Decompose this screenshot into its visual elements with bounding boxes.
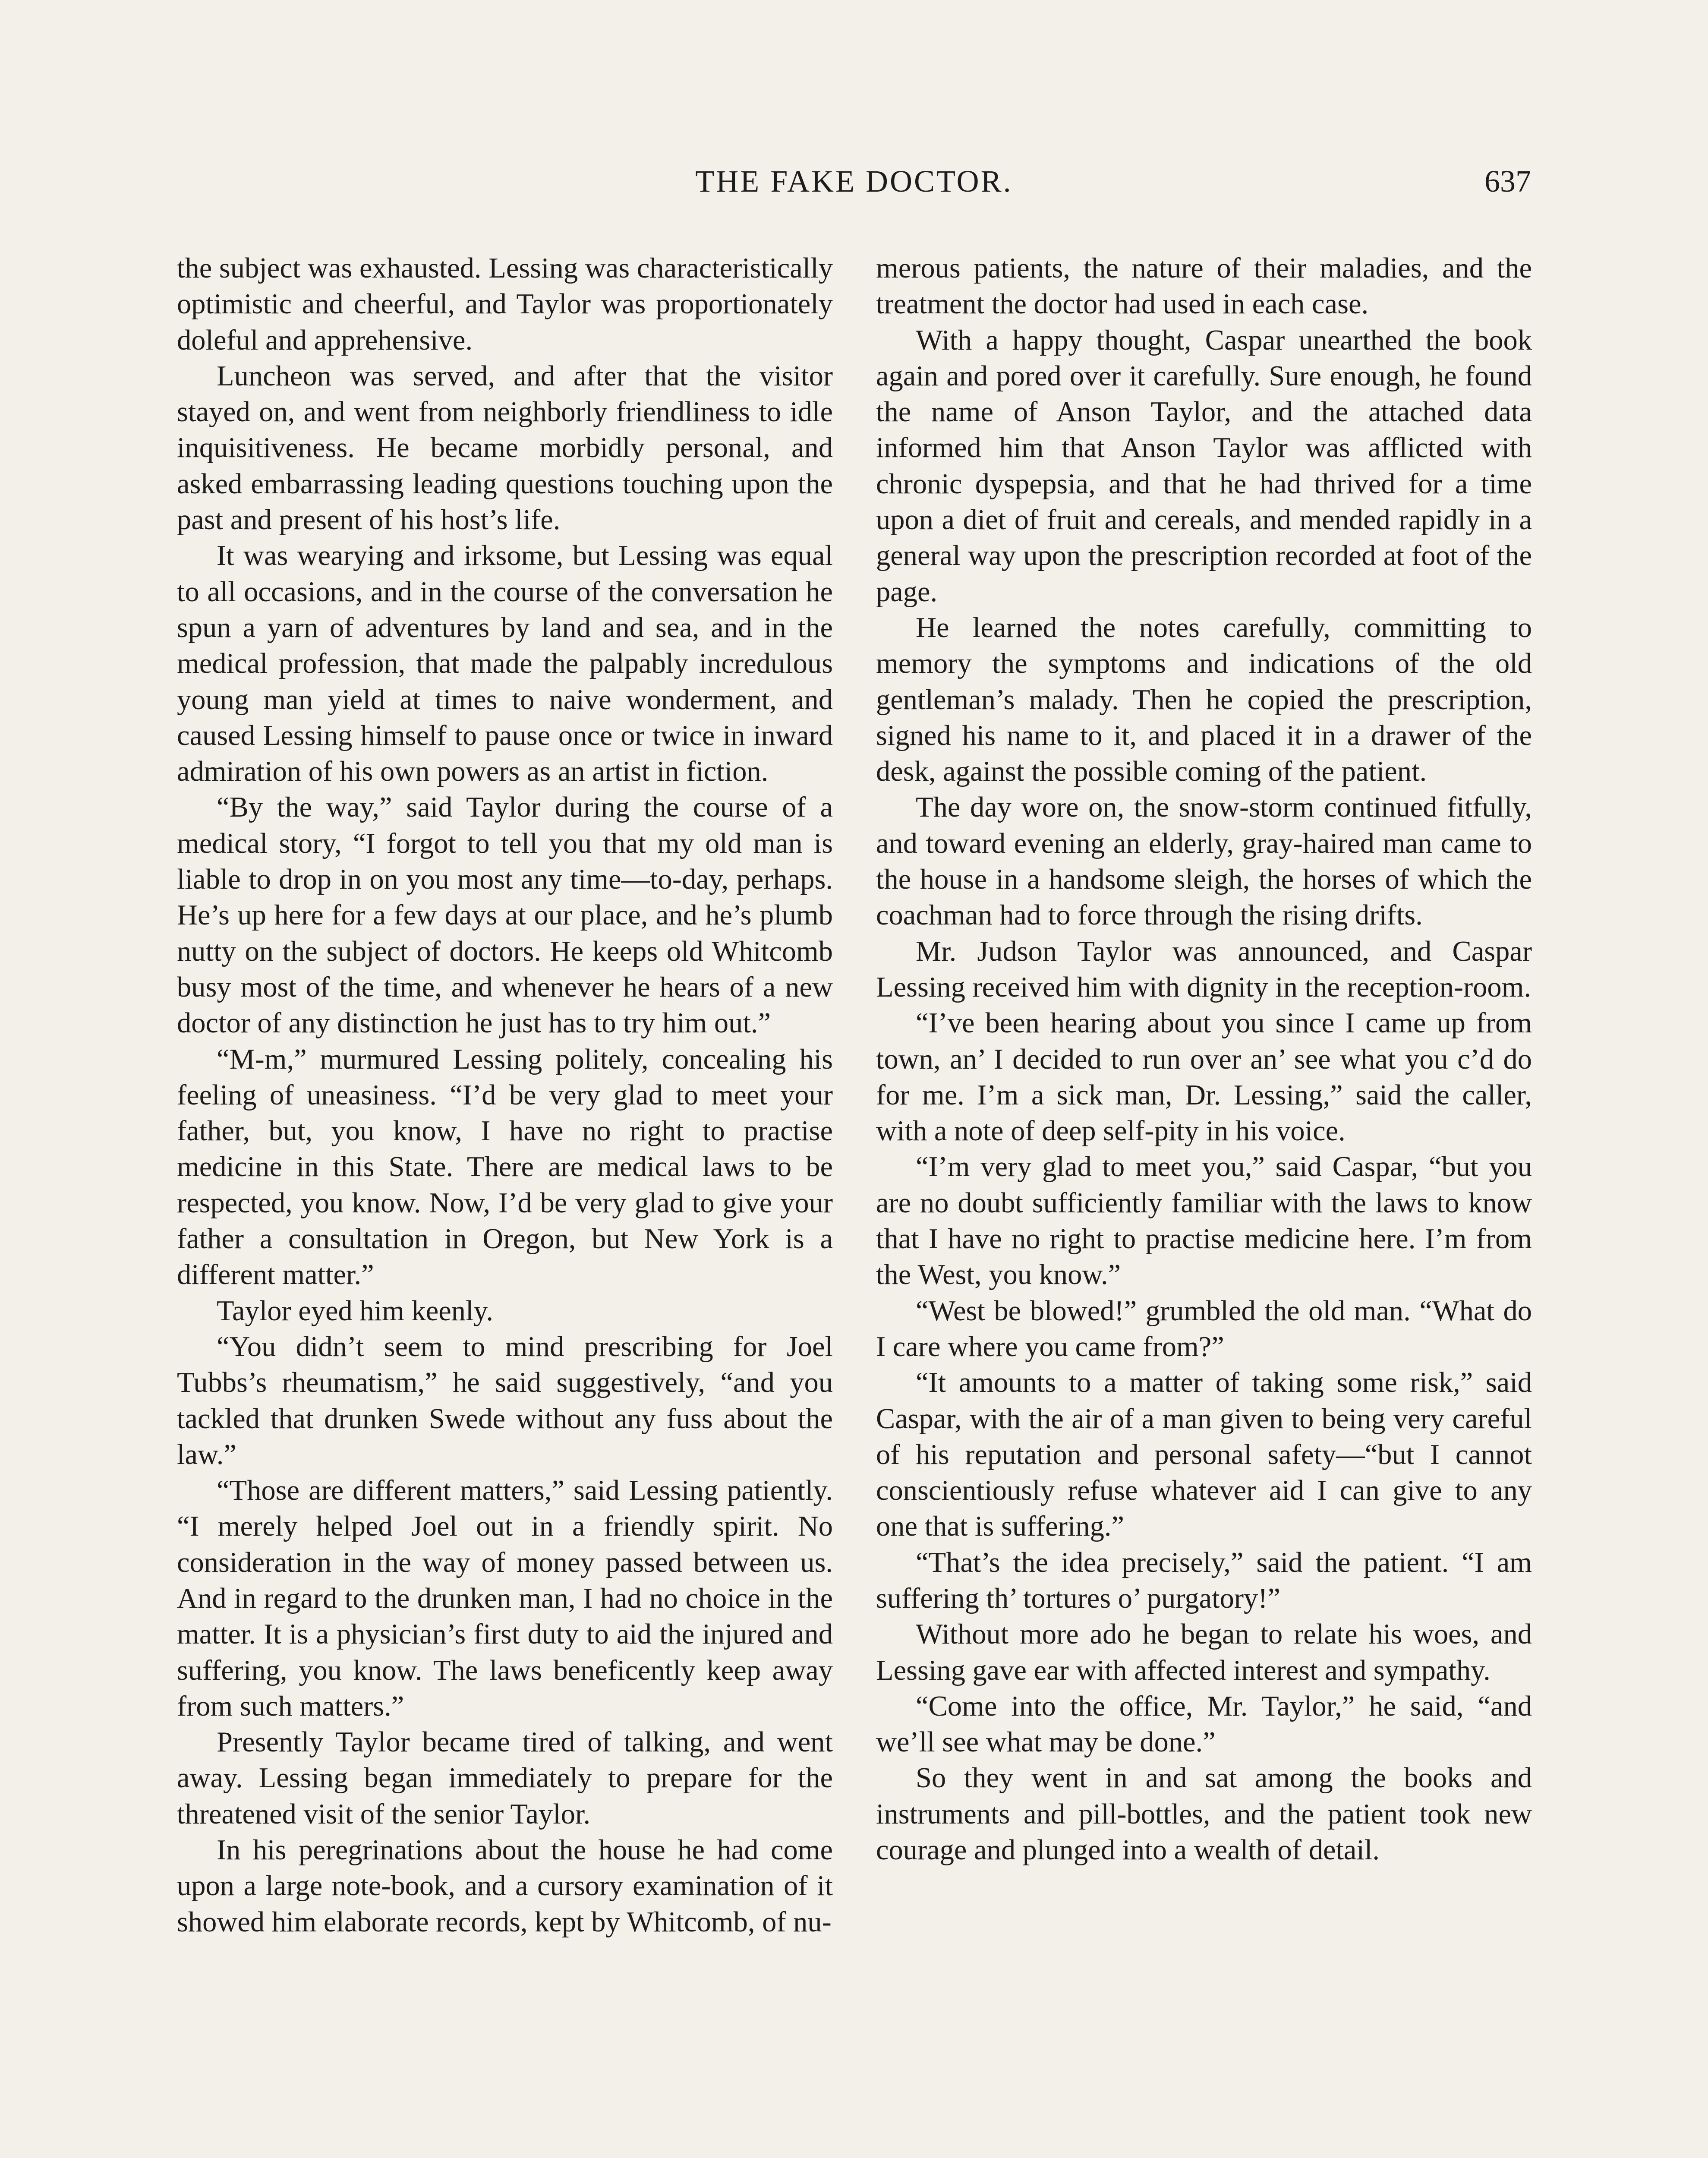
paragraph: “Those are different matters,” said Lessing patiently. “I merely helped Joel out in a friendly spirit. No consideration in the way of money passed between us. And in regard to the drunken man, I had no choice in the matter. It is a physician’s first duty to aid the injured and suffering, you know. The laws beneficently keep away from such matters.” bbox=[177, 1475, 833, 1722]
page-number: 637 bbox=[1484, 164, 1531, 199]
paragraph: “Come into the office, Mr. Taylor,” he said, “and we’ll see what may be done.” bbox=[876, 1690, 1532, 1758]
paragraph: It was wearying and irksome, but Lessing was equal to all occasions, and in the course of the conversation he spun a yarn of adventures by land and sea, and in the medical profession, that made the palpably incredulous young man yield at times to naive wonderment, and caused Lessing himself to pause once or twice in inward admiration of his own powers as an artist in fiction. bbox=[177, 540, 833, 788]
paragraph: “I’ve been hearing about you since I came up from town, an’ I decided to run over an’ see what you c’d do for me. I’m a sick man, Dr. Lessing,” said the caller, with a note of deep self-pity in his voice. bbox=[876, 1007, 1532, 1147]
paragraph: Presently Taylor became tired of talking, and went away. Lessing began immediately to prepare for the threatened visit of the senior Taylor. bbox=[177, 1726, 833, 1830]
paragraph: “That’s the idea precisely,” said the patient. “I am suffering th’ tortures o’ purgatory!” bbox=[876, 1546, 1532, 1614]
paragraph: Without more ado he began to relate his woes, and Lessing gave ear with affected interest and sympathy. bbox=[876, 1618, 1532, 1686]
paragraph: “West be blowed!” grumbled the old man. “What do I care where you came from?” bbox=[876, 1295, 1532, 1363]
paragraph: The day wore on, the snow-storm continued fitfully, and toward evening an elderly, gray-haired man came to the house in a handsome sleigh, the horses of which the coachman had to force through the rising drifts. bbox=[876, 792, 1532, 931]
paragraph: In his peregrinations about the house he had come upon a large note-book, and a cursory examination of it showed him elaborate records, kept by Whitcomb, of nu- bbox=[177, 1834, 833, 1938]
paragraph: “You didn’t seem to mind prescribing for Joel Tubbs’s rheumatism,” he said suggestively, “and you tackled that drunken Swede without any fuss about the law.” bbox=[177, 1331, 833, 1470]
right-column bbox=[876, 250, 1532, 1868]
paragraph: “M-m,” murmured Lessing politely, concealing his feeling of uneasiness. “I’d be very glad to meet your father, but, you know, I have no right to practise medicine in this State. There are medical laws to be respected, you know. Now, I’d be very glad to give your father a consultation in Oregon, but New York is a different matter.” bbox=[177, 1043, 833, 1291]
running-title: THE FAKE DOCTOR. bbox=[695, 164, 1013, 199]
paragraph: He learned the notes carefully, committing to memory the symptoms and indications of the old gentleman’s malady. Then he copied the prescription, signed his name to it, and placed it in a drawer of the desk, against the possible coming of the patient. bbox=[876, 612, 1532, 788]
running-head bbox=[177, 160, 1531, 207]
paragraph: “I’m very glad to meet you,” said Caspar, “but you are no doubt sufficiently familiar with the laws to know that I have no right to practise medicine here. I’m from the West, you know.” bbox=[876, 1151, 1532, 1291]
paragraph: “By the way,” said Taylor during the course of a medical story, “I forgot to tell you that my old man is liable to drop in on you most any time—to-day, perhaps. He’s up here for a few days at our place, and he’s plumb nutty on the subject of doctors. He keeps old Whitcomb busy most of the time, and whenever he hears of a new doctor of any distinction he just has to try him out.” bbox=[177, 792, 833, 1039]
paragraph: “It amounts to a matter of taking some risk,” said Caspar, with the air of a man given to being very careful of his reputation and personal safety—“but I cannot conscientiously refuse whatever aid I can give to any one that is suffering.” bbox=[876, 1367, 1532, 1543]
paragraph: Mr. Judson Taylor was announced, and Caspar Lessing received him with dignity in the reception-room. bbox=[876, 935, 1532, 1003]
paragraph: the subject was exhausted. Lessing was characteristically optimistic and cheerful, and Taylor was proportionately doleful and apprehensive. bbox=[177, 252, 833, 356]
paragraph: So they went in and sat among the books and instruments and pill-bottles, and the patient took new courage and plunged into a wealth of detail. bbox=[876, 1762, 1532, 1866]
left-column bbox=[177, 250, 833, 1940]
paragraph: Luncheon was served, and after that the visitor stayed on, and went from neighborly friendliness to idle inquisitiveness. He became morbidly personal, and asked embarrassing leading questions touching upon the past and present of his host’s life. bbox=[177, 360, 833, 536]
paragraph: Taylor eyed him keenly. bbox=[217, 1295, 494, 1327]
paragraph: With a happy thought, Caspar unearthed the book again and pored over it carefully. Sure enough, he found the name of Anson Taylor, and the attached data informed him that Anson Taylor was afflicted with chronic dyspepsia, and that he had thrived for a time upon a diet of fruit and cereals, and mended rapidly in a general way upon the prescription recorded at foot of the page. bbox=[876, 324, 1532, 608]
paragraph: merous patients, the nature of their maladies, and the treatment the doctor had used in each case. bbox=[876, 252, 1532, 320]
